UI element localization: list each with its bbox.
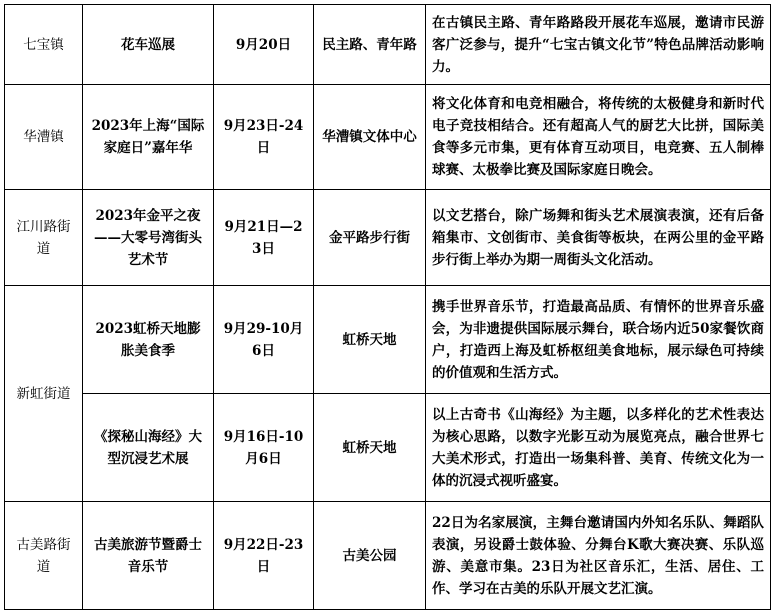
- event-date-cell: 9月22日-23日: [214, 502, 314, 610]
- event-name-cell: 《探秘山海经》大型沉浸艺术展: [83, 394, 214, 502]
- event-description-cell: 以上古奇书《山海经》为主题，以多样化的艺术性表达为核心思路，以数字光影互动为展览亮点，融合世界七大美术形式，打造出一场集科普、美育、传统文化为一体的沉浸式视听盛宴。: [426, 394, 771, 502]
- event-description-cell: 22日为名家展演，主舞台邀请国内外知名乐队、舞蹈队表演，另设爵士鼓体验、分舞台K歌大赛决赛、乐队巡游、美意市集。23日为社区音乐汇，生活、居住、工作、学习在古美的乐队开展文艺汇演。: [426, 502, 771, 610]
- event-location-cell: 华漕镇文体中心: [314, 85, 426, 190]
- event-description-cell: 携手世界音乐节，打造最高品质、有情怀的世界音乐盛会，为非遗提供国际展示舞台，联合场内近50家餐饮商户，打造西上海及虹桥枢纽美食地标，展示绿色可持续的价值观和生活方式。: [426, 286, 771, 394]
- event-name-cell: 2023年上海“国际家庭日”嘉年华: [83, 85, 214, 190]
- event-name-cell: 花车巡展: [83, 5, 214, 85]
- table-row: [5, 190, 771, 286]
- event-location-cell: 虹桥天地: [314, 394, 426, 502]
- event-date-cell: 9月20日: [214, 5, 314, 85]
- event-date-cell: 9月23日-24日: [214, 85, 314, 190]
- event-description-cell: 在古镇民主路、青年路路段开展花车巡展，邀请市民游客广泛参与，提升“七宝古镇文化节”特色品牌活动影响力。: [426, 5, 771, 85]
- event-date-cell: 9月21日—23日: [214, 190, 314, 286]
- event-location-cell: 金平路步行街: [314, 190, 426, 286]
- town-cell: 新虹街道: [5, 286, 83, 502]
- table-row: [5, 502, 771, 610]
- town-cell: 古美路街道: [5, 502, 83, 610]
- event-description-cell: 将文化体育和电竞相融合，将传统的太极健身和新时代电子竞技相结合。还有超高人气的厨艺大比拼，国际美食等多元市集，更有体育互动项目，电竞赛、五人制棒球赛、太极拳比赛及国际家庭日晚会。: [426, 85, 771, 190]
- town-cell: 七宝镇: [5, 5, 83, 85]
- town-cell: 江川路街道: [5, 190, 83, 286]
- table-row: [5, 5, 771, 85]
- event-location-cell: 古美公园: [314, 502, 426, 610]
- event-name-cell: 2023虹桥天地膨胀美食季: [83, 286, 214, 394]
- event-date-cell: 9月29-10月6日: [214, 286, 314, 394]
- events-table: [4, 4, 771, 610]
- town-cell: 华漕镇: [5, 85, 83, 190]
- event-location-cell: 民主路、青年路: [314, 5, 426, 85]
- event-name-cell: 古美旅游节暨爵士音乐节: [83, 502, 214, 610]
- event-location-cell: 虹桥天地: [314, 286, 426, 394]
- table-row: [5, 394, 771, 502]
- event-date-cell: 9月16日-10月6日: [214, 394, 314, 502]
- event-description-cell: 以文艺搭台，除广场舞和街头艺术展演表演，还有后备箱集市、文创街市、美食街等板块，在两公里的金平路步行街上举办为期一周街头文化活动。: [426, 190, 771, 286]
- table-row: [5, 286, 771, 394]
- event-name-cell: 2023年金平之夜——大零号湾街头艺术节: [83, 190, 214, 286]
- table-row: [5, 85, 771, 190]
